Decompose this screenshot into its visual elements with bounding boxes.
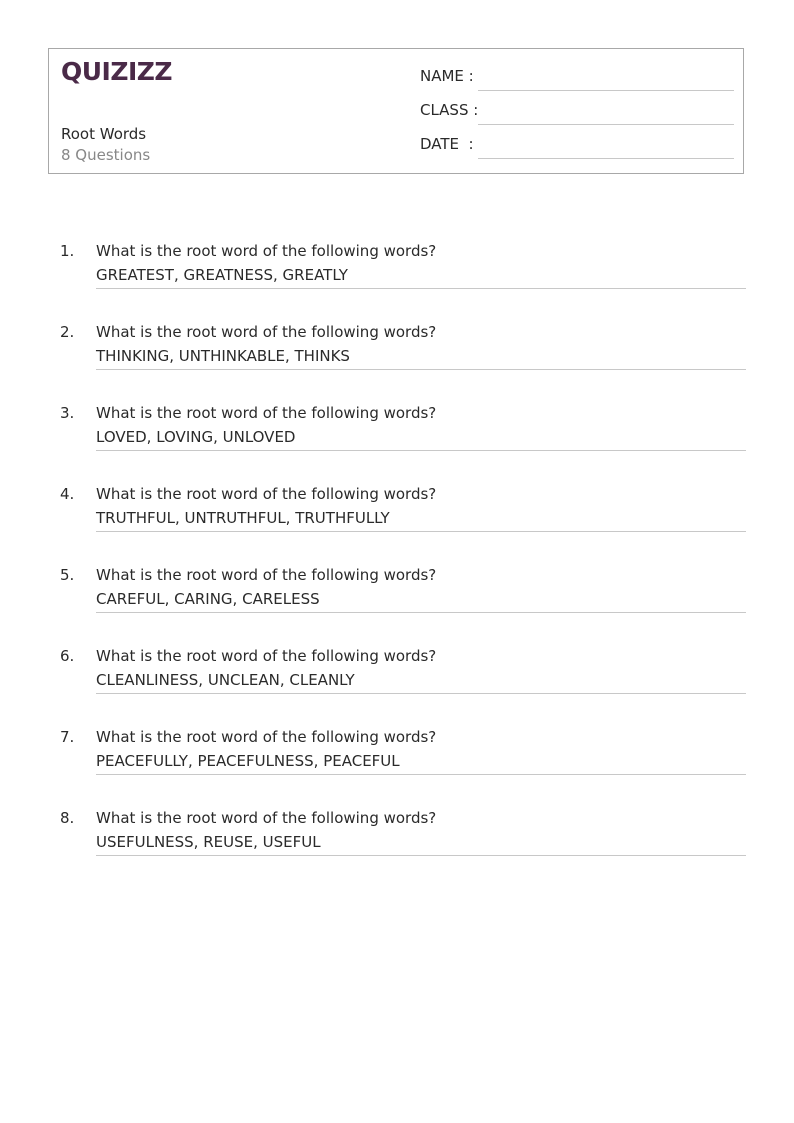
- worksheet-header: [48, 48, 744, 174]
- question-number: 2.: [60, 323, 75, 341]
- question-words: GREATEST, GREATNESS, GREATLY: [96, 266, 348, 284]
- question-prompt: What is the root word of the following words?: [96, 566, 437, 584]
- name-input-line[interactable]: [478, 90, 734, 91]
- answer-line[interactable]: [96, 693, 746, 694]
- answer-line[interactable]: [96, 288, 746, 289]
- answer-line[interactable]: [96, 450, 746, 451]
- answer-line[interactable]: [96, 369, 746, 370]
- question-prompt: What is the root word of the following words?: [96, 647, 437, 665]
- question-item: [0, 404, 794, 464]
- question-item: [0, 728, 794, 788]
- date-input-line[interactable]: [478, 158, 734, 159]
- question-prompt: What is the root word of the following words?: [96, 242, 437, 260]
- question-number: 5.: [60, 566, 75, 584]
- class-input-line[interactable]: [478, 124, 734, 125]
- question-item: [0, 323, 794, 383]
- question-number: 8.: [60, 809, 75, 827]
- class-label: CLASS :: [420, 101, 479, 119]
- question-prompt: What is the root word of the following words?: [96, 323, 437, 341]
- name-label: NAME :: [420, 67, 474, 85]
- question-count: 8 Questions: [61, 146, 151, 164]
- question-item: [0, 647, 794, 707]
- question-prompt: What is the root word of the following words?: [96, 728, 437, 746]
- question-words: TRUTHFUL, UNTRUTHFUL, TRUTHFULLY: [96, 509, 390, 527]
- question-number: 1.: [60, 242, 75, 260]
- date-field[interactable]: [420, 135, 734, 159]
- question-number: 3.: [60, 404, 75, 422]
- quizizz-logo: QUIZIZZ: [61, 57, 173, 86]
- question-item: [0, 485, 794, 545]
- question-item: [0, 566, 794, 626]
- question-item: [0, 242, 794, 302]
- answer-line[interactable]: [96, 531, 746, 532]
- question-prompt: What is the root word of the following words?: [96, 404, 437, 422]
- class-field[interactable]: [420, 101, 734, 125]
- question-prompt: What is the root word of the following words?: [96, 809, 437, 827]
- question-words: USEFULNESS, REUSE, USEFUL: [96, 833, 321, 851]
- question-number: 4.: [60, 485, 75, 503]
- question-prompt: What is the root word of the following words?: [96, 485, 437, 503]
- worksheet-title: Root Words: [61, 125, 147, 143]
- date-label: DATE :: [420, 135, 474, 153]
- question-number: 6.: [60, 647, 75, 665]
- question-words: CAREFUL, CARING, CARELESS: [96, 590, 320, 608]
- answer-line[interactable]: [96, 774, 746, 775]
- question-words: LOVED, LOVING, UNLOVED: [96, 428, 296, 446]
- question-words: CLEANLINESS, UNCLEAN, CLEANLY: [96, 671, 355, 689]
- question-words: THINKING, UNTHINKABLE, THINKS: [96, 347, 350, 365]
- name-field[interactable]: [420, 67, 734, 91]
- question-item: [0, 809, 794, 869]
- question-words: PEACEFULLY, PEACEFULNESS, PEACEFUL: [96, 752, 400, 770]
- answer-line[interactable]: [96, 855, 746, 856]
- question-number: 7.: [60, 728, 75, 746]
- answer-line[interactable]: [96, 612, 746, 613]
